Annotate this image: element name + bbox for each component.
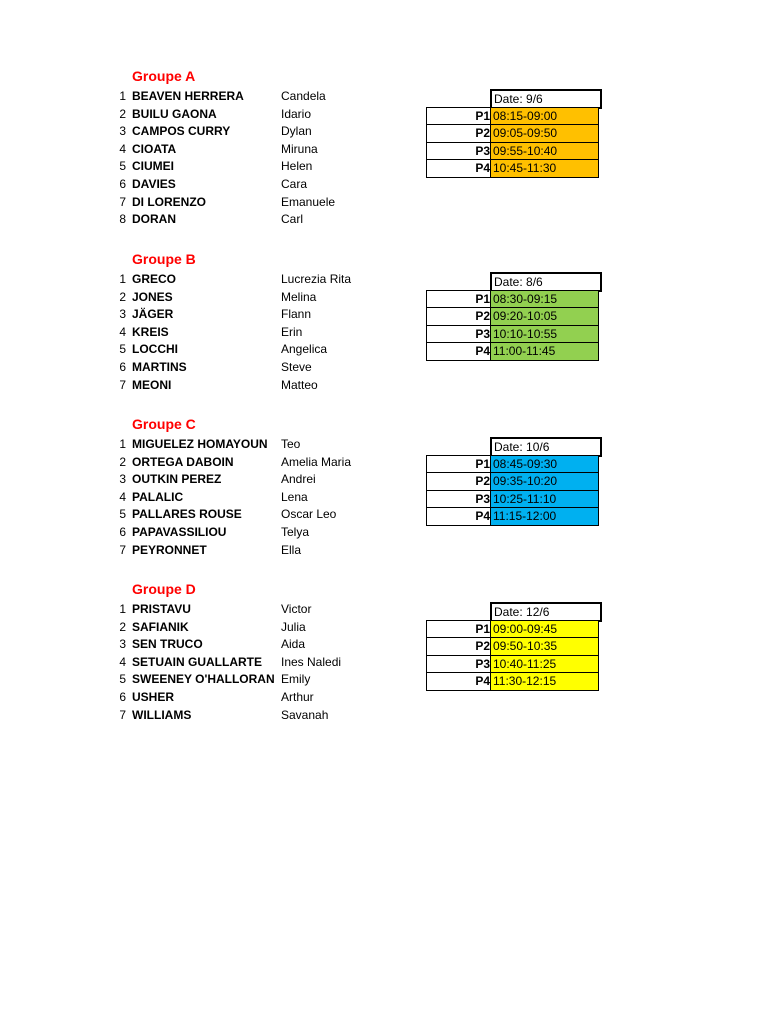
student-row (0, 506, 400, 524)
student-surname: MIGUELEZ HOMAYOUN (132, 437, 268, 451)
student-number: 2 (119, 106, 126, 121)
student-number: 5 (119, 507, 126, 522)
slot-label: P3 (426, 655, 491, 674)
student-number: 2 (119, 454, 126, 469)
student-row (0, 106, 400, 124)
slot-label: P2 (426, 307, 491, 326)
group-title: Groupe A (132, 68, 196, 84)
student-firstname: Melina (281, 289, 317, 304)
slot-time: 09:55-10:40 (490, 142, 599, 161)
student-number: 5 (119, 672, 126, 687)
student-surname: CAMPOS CURRY (132, 124, 231, 139)
slot-time: 10:45-11:30 (490, 159, 599, 178)
slot-time: 10:25-11:10 (490, 490, 599, 509)
student-surname: CIOATA (132, 141, 177, 156)
group-block (0, 68, 768, 238)
student-row (0, 176, 400, 194)
student-surname: WILLIAMS (132, 707, 192, 722)
slot-label: P4 (426, 507, 491, 526)
slot-label: P1 (426, 290, 491, 309)
slot-label: P1 (426, 620, 491, 639)
student-row (0, 489, 400, 507)
student-surname: BUILU GAONA (132, 106, 217, 121)
slot-time: 09:50-10:35 (490, 637, 599, 656)
slot-label: P2 (426, 637, 491, 656)
student-row (0, 377, 400, 395)
student-number: 1 (119, 272, 126, 286)
student-row (0, 619, 400, 637)
student-number: 5 (119, 342, 126, 357)
student-row (0, 306, 400, 324)
student-firstname: Aida (281, 637, 306, 652)
slot-row (426, 490, 598, 508)
slot-time: 08:15-09:00 (490, 107, 599, 126)
student-number: 2 (119, 619, 126, 634)
student-row (0, 211, 400, 229)
student-surname: BEAVEN HERRERA (132, 89, 244, 103)
student-firstname: Emily (281, 672, 311, 687)
slot-label: P2 (426, 124, 491, 143)
slot-row (426, 159, 598, 177)
student-firstname: Andrei (281, 472, 316, 487)
student-number: 7 (119, 707, 126, 722)
student-row (0, 636, 400, 654)
student-firstname: Idario (281, 106, 312, 121)
student-surname: PRISTAVU (132, 602, 191, 616)
slot-row (426, 472, 598, 490)
student-number: 6 (119, 360, 126, 374)
student-firstname: Cara (281, 177, 308, 191)
student-firstname: Lena (281, 489, 308, 504)
slot-label: P3 (426, 325, 491, 344)
slot-label: P4 (426, 672, 491, 691)
student-firstname: Julia (281, 619, 306, 634)
student-firstname: Victor (281, 602, 312, 616)
student-number: 7 (119, 194, 126, 209)
student-row (0, 542, 400, 560)
slot-time: 11:15-12:00 (490, 507, 599, 526)
student-surname: PEYRONNET (132, 542, 207, 557)
slot-label: P3 (426, 142, 491, 161)
student-surname: SEN TRUCO (132, 637, 203, 652)
group-block (0, 581, 768, 751)
student-number: 6 (119, 690, 126, 704)
student-number: 7 (119, 377, 126, 392)
student-surname: GRECO (132, 272, 177, 286)
student-row (0, 359, 400, 377)
slot-row (426, 290, 598, 308)
student-row (0, 271, 400, 289)
student-firstname: Erin (281, 324, 303, 339)
exam-date: Date: 9/6 (490, 89, 602, 109)
exam-date: Date: 8/6 (490, 272, 602, 292)
student-firstname: Angelica (281, 342, 328, 357)
slot-row (426, 325, 598, 343)
student-firstname: Helen (281, 159, 313, 174)
slot-time: 09:20-10:05 (490, 307, 599, 326)
group-block (0, 251, 768, 421)
student-firstname: Savanah (281, 707, 329, 722)
student-firstname: Flann (281, 307, 312, 322)
slot-time: 10:40-11:25 (490, 655, 599, 674)
student-row (0, 689, 400, 707)
student-number: 6 (119, 525, 126, 539)
slot-row (426, 655, 598, 673)
student-row (0, 341, 400, 359)
student-row (0, 194, 400, 212)
slot-time: 11:30-12:15 (490, 672, 599, 691)
slot-row (426, 455, 598, 473)
student-row (0, 88, 400, 106)
slot-time: 08:30-09:15 (490, 290, 599, 309)
student-surname: CIUMEI (132, 159, 174, 174)
student-number: 4 (119, 489, 126, 504)
group-title: Groupe D (132, 581, 196, 597)
student-firstname: Candela (281, 89, 326, 103)
slot-label: P4 (426, 342, 491, 361)
student-firstname: Carl (281, 212, 304, 227)
student-row (0, 436, 400, 454)
student-surname: ORTEGA DABOIN (132, 454, 234, 469)
student-firstname: Emanuele (281, 194, 336, 209)
student-firstname: Steve (281, 360, 312, 374)
student-surname: MEONI (132, 377, 172, 392)
student-number: 6 (119, 177, 126, 191)
student-number: 4 (119, 654, 126, 669)
student-number: 3 (119, 637, 126, 652)
student-firstname: Miruna (281, 141, 318, 156)
student-row (0, 671, 400, 689)
student-number: 1 (119, 89, 126, 103)
student-firstname: Matteo (281, 377, 318, 392)
student-surname: OUTKIN PEREZ (132, 472, 222, 487)
student-firstname: Oscar Leo (281, 507, 337, 522)
student-firstname: Teo (281, 437, 301, 451)
slot-row (426, 142, 598, 160)
student-surname: SETUAIN GUALLARTE (132, 654, 262, 669)
student-number: 3 (119, 124, 126, 139)
student-firstname: Arthur (281, 690, 314, 704)
student-surname: SWEENEY O'HALLORAN (132, 672, 275, 687)
slot-row (426, 637, 598, 655)
student-firstname: Lucrezia Rita (281, 272, 352, 286)
slot-row (426, 307, 598, 325)
student-surname: PAPAVASSILIOU (132, 525, 227, 539)
slot-label: P2 (426, 472, 491, 491)
student-surname: SAFIANIK (132, 619, 189, 634)
slot-row (426, 124, 598, 142)
student-number: 3 (119, 307, 126, 322)
student-row (0, 141, 400, 159)
student-row (0, 454, 400, 472)
slot-time: 09:00-09:45 (490, 620, 599, 639)
slot-label: P4 (426, 159, 491, 178)
slot-label: P1 (426, 455, 491, 474)
student-surname: KREIS (132, 324, 169, 339)
student-firstname: Ines Naledi (281, 654, 342, 669)
student-number: 8 (119, 212, 126, 227)
exam-date: Date: 12/6 (490, 602, 602, 622)
slot-time: 09:35-10:20 (490, 472, 599, 491)
student-surname: DI LORENZO (132, 194, 206, 209)
student-number: 4 (119, 141, 126, 156)
student-surname: LOCCHI (132, 342, 178, 357)
student-surname: USHER (132, 690, 175, 704)
student-row (0, 524, 400, 542)
student-number: 1 (119, 602, 126, 616)
student-row (0, 471, 400, 489)
exam-date: Date: 10/6 (490, 437, 602, 457)
student-number: 2 (119, 289, 126, 304)
student-firstname: Amelia Maria (281, 454, 352, 469)
student-surname: DAVIES (132, 177, 176, 191)
student-row (0, 324, 400, 342)
student-firstname: Telya (281, 525, 310, 539)
slot-time: 09:05-09:50 (490, 124, 599, 143)
student-row (0, 158, 400, 176)
group-title: Groupe C (132, 416, 196, 432)
slot-row (426, 672, 598, 690)
slot-row (426, 620, 598, 638)
student-surname: PALALIC (132, 489, 184, 504)
student-number: 5 (119, 159, 126, 174)
group-title: Groupe B (132, 251, 196, 267)
student-row (0, 123, 400, 141)
slot-row (426, 342, 598, 360)
student-surname: DORAN (132, 212, 176, 227)
student-row (0, 654, 400, 672)
student-number: 3 (119, 472, 126, 487)
slot-time: 10:10-10:55 (490, 325, 599, 344)
student-firstname: Dylan (281, 124, 312, 139)
student-number: 4 (119, 324, 126, 339)
slot-label: P3 (426, 490, 491, 509)
slot-time: 08:45-09:30 (490, 455, 599, 474)
student-row (0, 707, 400, 725)
slot-time: 11:00-11:45 (490, 342, 599, 361)
student-surname: MARTINS (132, 360, 187, 374)
group-block (0, 416, 768, 586)
student-row (0, 601, 400, 619)
slot-row (426, 507, 598, 525)
student-surname: JÄGER (132, 307, 174, 322)
student-surname: JONES (132, 289, 173, 304)
student-number: 1 (119, 437, 126, 451)
slot-row (426, 107, 598, 125)
slot-label: P1 (426, 107, 491, 126)
student-row (0, 289, 400, 307)
student-surname: PALLARES ROUSE (132, 507, 242, 522)
student-firstname: Ella (281, 542, 302, 557)
student-number: 7 (119, 542, 126, 557)
